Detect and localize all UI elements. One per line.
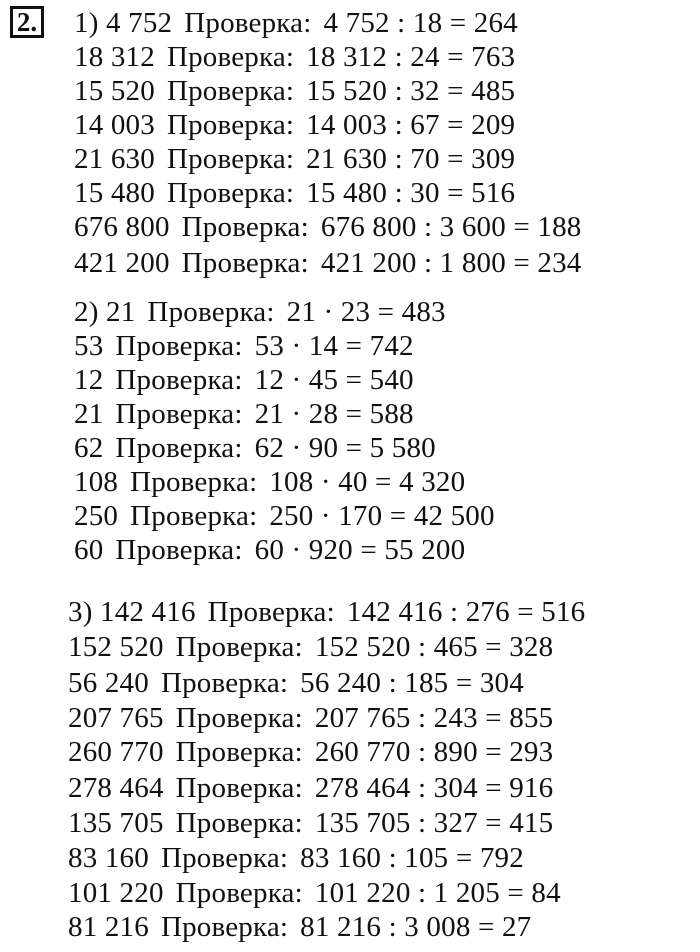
answer-value: 676 800: [74, 211, 170, 243]
solution-line: [68, 841, 524, 875]
check-expression: 250 · 170 = 42 500: [269, 500, 495, 532]
check-expression: 421 200 : 1 800 = 234: [320, 247, 582, 279]
answer-value: 18 312: [74, 41, 155, 73]
check-expression: 260 770 : 890 = 293: [314, 736, 554, 768]
task-number-badge: 2.: [10, 6, 44, 38]
solution-line: [68, 595, 585, 629]
solution-line: [74, 74, 515, 108]
solution-line: [74, 6, 518, 40]
check-expression: 278 464 : 304 = 916: [314, 772, 554, 804]
check-expression: 15 480 : 30 = 516: [306, 177, 516, 209]
answer-value: 135 705: [68, 807, 164, 839]
check-label: Проверка:: [181, 247, 309, 279]
answer-value: 15 480: [74, 177, 155, 209]
check-expression: 4 752 : 18 = 264: [323, 7, 518, 39]
check-expression: 62 · 90 = 5 580: [254, 432, 436, 464]
answer-value: 101 220: [68, 877, 164, 909]
answer-value: 1) 4 752: [74, 7, 173, 39]
check-label: Проверка:: [175, 772, 303, 804]
solution-line: [74, 176, 515, 210]
solution-line: [74, 533, 465, 567]
check-expression: 12 · 45 = 540: [254, 364, 414, 396]
answer-value: 278 464: [68, 772, 164, 804]
check-expression: 15 520 : 32 = 485: [306, 75, 516, 107]
solution-line: [68, 806, 553, 840]
solution-line: [74, 329, 414, 363]
solution-line: [68, 666, 524, 700]
check-expression: 101 220 : 1 205 = 84: [314, 877, 561, 909]
check-label: Проверка:: [166, 41, 295, 73]
solution-line: [74, 499, 495, 533]
check-label: Проверка:: [175, 736, 303, 768]
check-label: Проверка:: [115, 364, 243, 396]
check-expression: 21 630 : 70 = 309: [306, 143, 516, 175]
solution-line: [74, 363, 414, 397]
solution-line: [74, 108, 515, 142]
solution-line: [68, 771, 553, 805]
check-label: Проверка:: [175, 631, 303, 663]
solution-line: [74, 465, 465, 499]
check-label: Проверка:: [160, 667, 289, 699]
solution-line: [68, 910, 531, 944]
solution-line: [74, 431, 436, 465]
answer-value: 14 003: [74, 109, 155, 141]
check-expression: 14 003 : 67 = 209: [306, 109, 516, 141]
check-expression: 53 · 14 = 742: [254, 330, 414, 362]
check-expression: 81 216 : 3 008 = 27: [300, 911, 532, 943]
answer-value: 21 630: [74, 143, 155, 175]
check-label: Проверка:: [115, 330, 243, 362]
check-expression: 21 · 28 = 588: [254, 398, 414, 430]
check-expression: 207 765 : 243 = 855: [314, 702, 554, 734]
check-expression: 60 · 920 = 55 200: [254, 534, 466, 566]
check-label: Проверка:: [115, 534, 243, 566]
solution-line: [68, 735, 553, 769]
answer-value: 207 765: [68, 702, 164, 734]
check-label: Проверка:: [166, 143, 295, 175]
check-label: Проверка:: [147, 296, 275, 328]
check-expression: 135 705 : 327 = 415: [314, 807, 554, 839]
answer-value: 2) 21: [74, 296, 136, 328]
check-label: Проверка:: [166, 109, 295, 141]
answer-value: 15 520: [74, 75, 155, 107]
solution-line: [68, 876, 561, 910]
check-label: Проверка:: [115, 432, 243, 464]
check-label: Проверка:: [160, 842, 289, 874]
check-label: Проверка:: [130, 466, 258, 498]
check-label: Проверка:: [207, 596, 335, 628]
check-expression: 21 · 23 = 483: [286, 296, 446, 328]
check-label: Проверка:: [160, 911, 289, 943]
answer-value: 250: [74, 500, 119, 532]
solution-line: [74, 246, 582, 280]
check-expression: 108 · 40 = 4 320: [269, 466, 466, 498]
check-expression: 83 160 : 105 = 792: [300, 842, 524, 874]
check-label: Проверка:: [184, 7, 312, 39]
check-label: Проверка:: [175, 877, 303, 909]
check-label: Проверка:: [181, 211, 309, 243]
check-label: Проверка:: [166, 75, 295, 107]
check-expression: 152 520 : 465 = 328: [314, 631, 554, 663]
solution-line: [74, 397, 414, 431]
answer-value: 21: [74, 398, 104, 430]
answer-value: 53: [74, 330, 104, 362]
answer-value: 108: [74, 466, 119, 498]
solution-line: [74, 142, 515, 176]
solution-line: [74, 295, 446, 329]
check-label: Проверка:: [175, 702, 303, 734]
check-label: Проверка:: [115, 398, 243, 430]
answer-value: 83 160: [68, 842, 149, 874]
answer-value: 56 240: [68, 667, 149, 699]
answer-value: 81 216: [68, 911, 149, 943]
check-expression: 676 800 : 3 600 = 188: [320, 211, 582, 243]
solution-line: [74, 210, 582, 244]
check-expression: 56 240 : 185 = 304: [300, 667, 524, 699]
answer-value: 62: [74, 432, 104, 464]
check-expression: 18 312 : 24 = 763: [306, 41, 516, 73]
solution-line: [74, 40, 515, 74]
solution-line: [68, 701, 553, 735]
check-label: Проверка:: [130, 500, 258, 532]
check-label: Проверка:: [175, 807, 303, 839]
answer-value: 60: [74, 534, 104, 566]
answer-value: 3) 142 416: [68, 596, 196, 628]
solution-line: [68, 630, 553, 664]
answer-value: 152 520: [68, 631, 164, 663]
check-expression: 142 416 : 276 = 516: [346, 596, 586, 628]
check-label: Проверка:: [166, 177, 295, 209]
answer-value: 260 770: [68, 736, 164, 768]
answer-value: 421 200: [74, 247, 170, 279]
answer-value: 12: [74, 364, 104, 396]
